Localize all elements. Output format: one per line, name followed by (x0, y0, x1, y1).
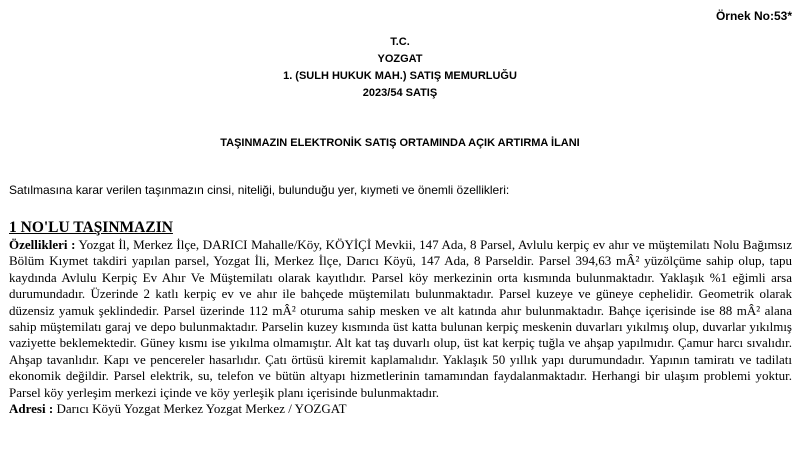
address-label: Adresi : (9, 401, 54, 417)
document-header (0, 34, 800, 102)
header-line-city: YOZGAT (377, 53, 423, 65)
intro-text: Satılmasına karar verilen taşınmazın cinsi, niteliği, bulunduğu yer, kıymeti ve önemli özellikleri: (9, 183, 510, 197)
property-title: 1 NO'LU TAŞINMAZIN (9, 219, 173, 236)
features-text: Yozgat İl, Merkez İlçe, DARICI Mahalle/Köy, KÖYİÇİ Mevkii, 147 Ada, 8 Parsel, Avlulu kerpiç ev ahır ve müştemilatı Nolu Bağımsız Bölüm Kıymet takdiri yapılan parsel, Yozgat İli, Merkez İlçe, Darıcı Köyü, 147 Ada, 8 Parseldir. Parsel 394,63 mÂ² yüzölçüme sahip olup, tapu kaydında Avlulu Kerpiç Ev Ahır Ve Müştemilatı olarak kayıtlıdır. Parsel köy merkezinin orta kısmında bulunmaktadır. Yaklaşık %1 eğimli arsa durumundadır. Üzerinde 2 katlı kerpiç ev ve ahır ile bahçede müştemilatı bulunmaktadır. Parsel kuzeye ve güneye cephelidir. Geometrik olarak düzensiz yamuk şeklindedir. Parsel üzerinde 112 mÂ² oturuma sahip mesken ve alt katında ahır bulunmaktadır. Bahçe içerisinde ise 88 mÂ² alana sahip müştemilatı garaj ve depo bulunmaktadır. Parselin kuzey kısmında üst katta bulunan kerpiç meskenin duvarları yıkılmış olup, duvarlar yıkılmış vaziyette beklemektedir. Güney kısmı ise yıkılma olmamıştır. Alt kat taş duvarlı olup, üst kat kerpiç tuğla ve ahşap yapılmıdır. Çamur harcı sıvalıdır. Ahşap tavanlıdır. Kapı ve pencereler hasarlıdır. Çatı örtüsü kiremit kaplamalıdır. Yaklaşık 50 yıllık yapı durumundadır. Yapının tamiratı ve tadilatı ekonomik değildir. Parsel elektrik, su, telefon ve bütün altyapı hizmetlerinin tamamından faydalanmaktadır. Herhangi bir ulaşım problemi yoktur. Parsel köy yerleşim merkezi içinde ve köy yerleşik planı içerisinde bulunmaktadır. (9, 237, 792, 400)
features-label: Özellikleri : (9, 237, 76, 252)
header-line-office: 1. (SULH HUKUK MAH.) SATIŞ MEMURLUĞU (283, 70, 517, 82)
header-line-file-number: 2023/54 SATIŞ (362, 87, 438, 99)
header-line-tc: T.C. (390, 36, 410, 48)
sample-number: Örnek No:53* (715, 9, 792, 23)
address-text: Darıcı Köyü Yozgat Merkez Yozgat Merkez / YOZGAT (53, 401, 347, 417)
property-section (9, 218, 792, 417)
announcement-title: TAŞINMAZIN ELEKTRONİK SATIŞ ORTAMINDA AÇIK ARTIRMA İLANI (220, 137, 580, 149)
property-features (9, 237, 792, 401)
property-address (9, 401, 792, 417)
